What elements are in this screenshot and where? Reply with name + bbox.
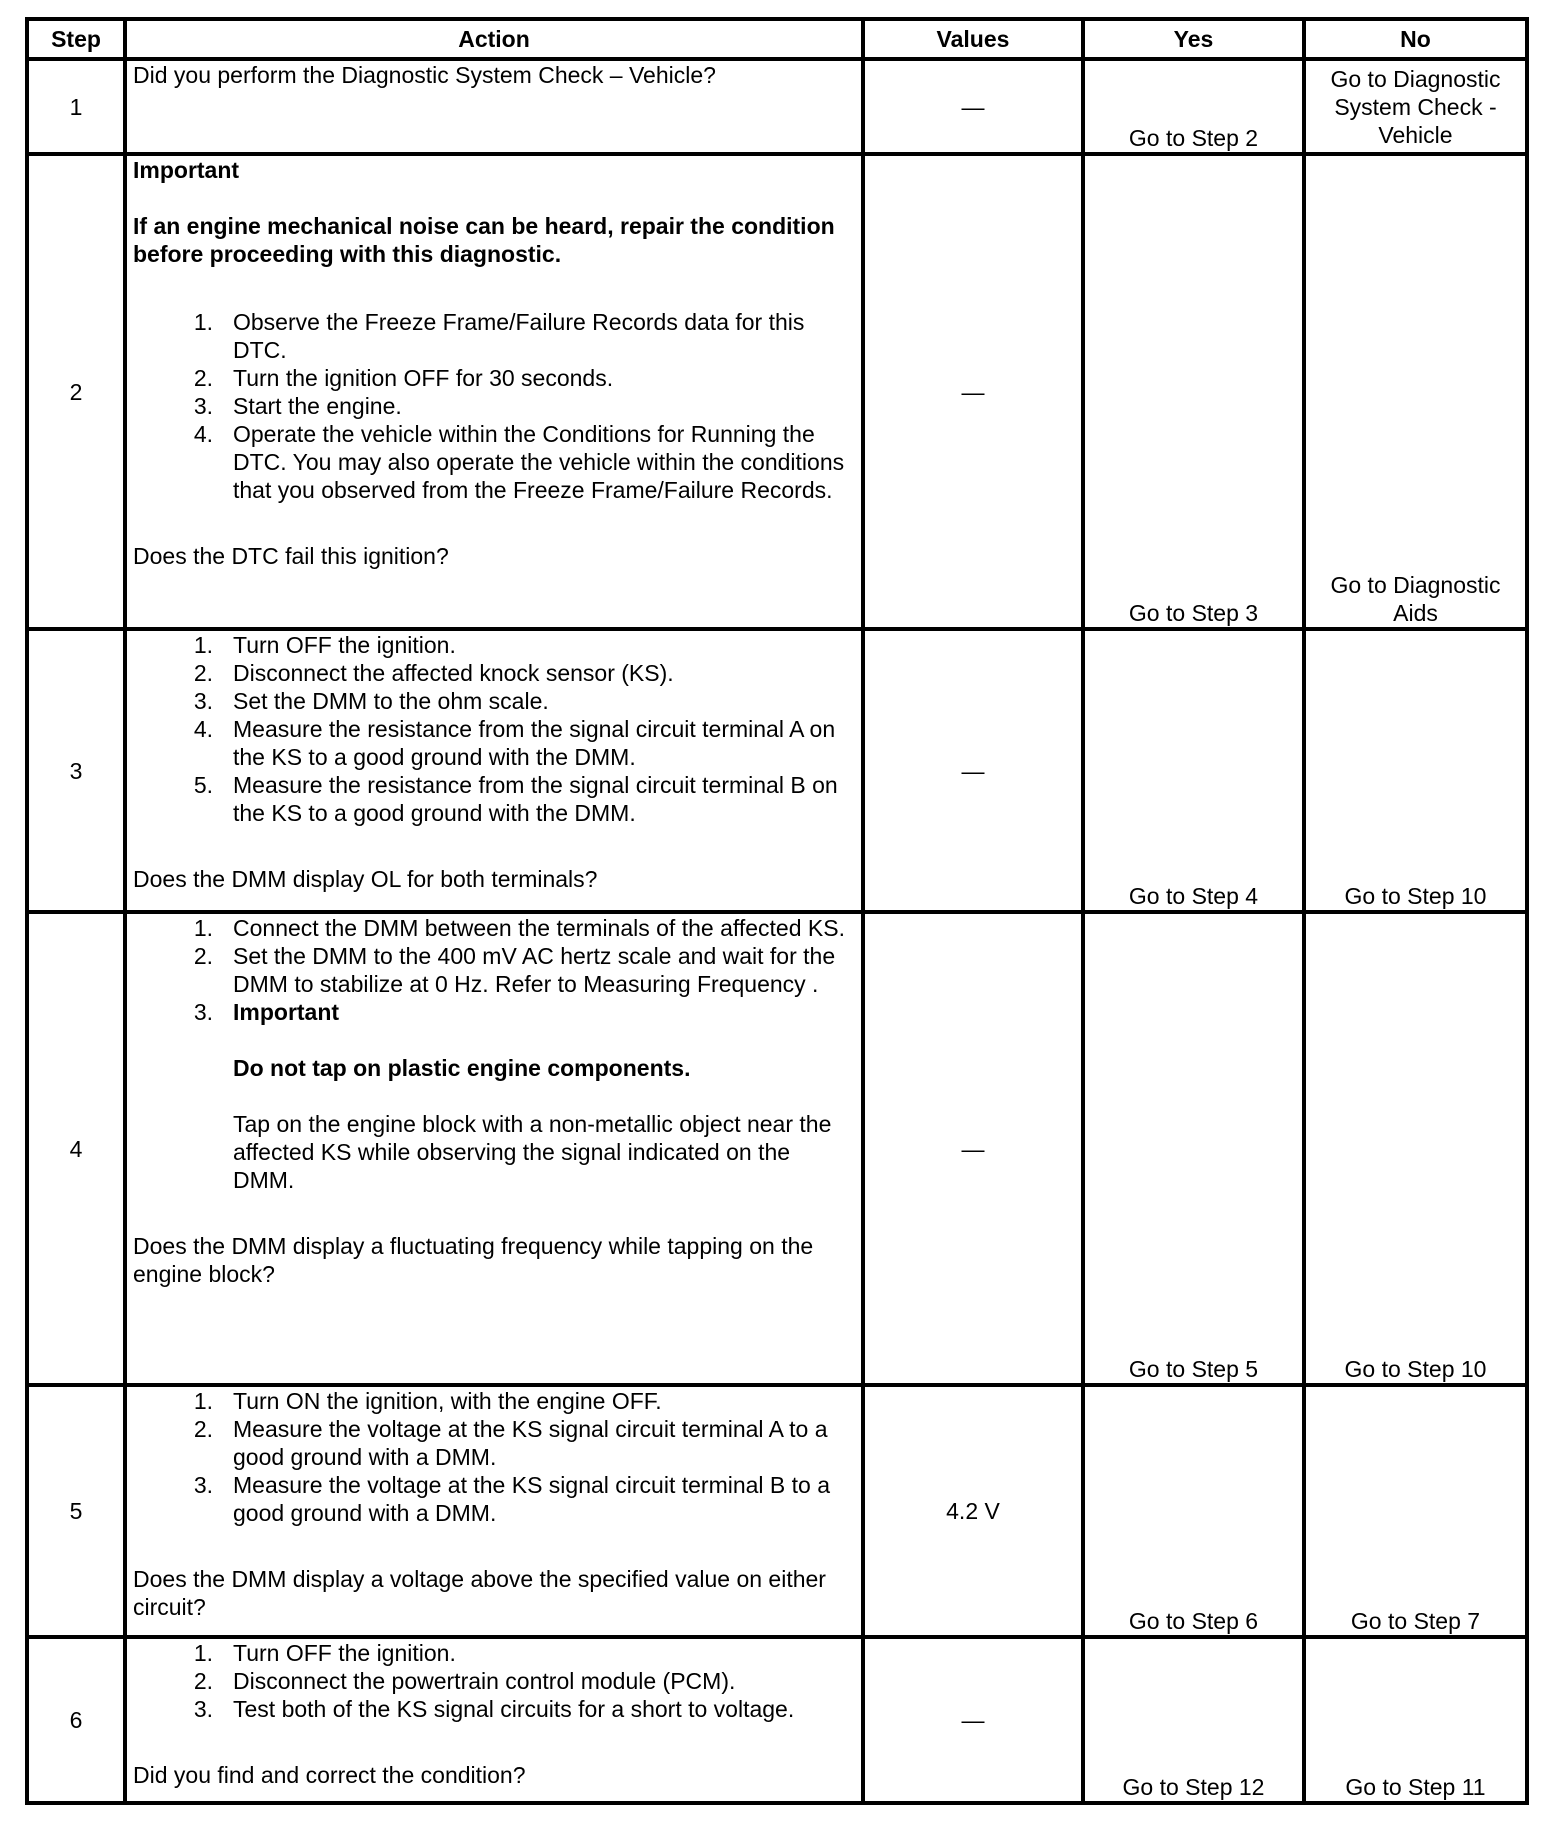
action-question: Does the DTC fail this ignition?	[133, 543, 449, 570]
yes-link[interactable]: Go to Step 6	[1083, 1385, 1304, 1637]
header-values: Values	[863, 19, 1083, 59]
no-link[interactable]: Go to Step 10	[1304, 629, 1527, 912]
yes-link[interactable]: Go to Step 4	[1083, 629, 1304, 912]
list-item: 2. Turn the ignition OFF for 30 seconds.	[193, 365, 614, 392]
list-item: 2. Measure the voltage at the KS signal circuit terminal A to a good ground with a DMM.	[193, 1415, 828, 1470]
action-question: Does the DMM display a voltage above the specified value on either circuit?	[133, 1565, 826, 1620]
list-item: 2. Disconnect the powertrain control module (PCM).	[193, 1667, 736, 1694]
important-text: If an engine mechanical noise can be heard, repair the condition before proceeding with this diagnostic.	[133, 213, 835, 268]
important-text: Do not tap on plastic engine components.	[233, 1055, 691, 1082]
value-cell: —	[863, 912, 1083, 1384]
action-cell	[125, 59, 863, 154]
value-cell: —	[863, 154, 1083, 629]
table-row	[27, 59, 1527, 154]
list-item: 4. Operate the vehicle within the Conditions for Running the DTC. You may also operate the vehicle within the conditions that you observed from the Freeze Frame/Failure Records.	[193, 421, 845, 504]
procedure-list	[133, 1639, 855, 1723]
important-label: Important	[233, 999, 340, 1026]
list-item: 3. Test both of the KS signal circuits for a short to voltage.	[193, 1695, 795, 1722]
no-link[interactable]: Go to Step 11	[1304, 1637, 1527, 1803]
yes-link[interactable]: Go to Step 3	[1083, 154, 1304, 629]
step-number: 2	[27, 154, 125, 629]
step-number: 1	[27, 59, 125, 154]
header-no: No	[1304, 19, 1527, 59]
diagnostic-table	[25, 17, 1529, 1805]
action-cell	[125, 154, 863, 629]
procedure-list	[133, 631, 855, 827]
step-number: 5	[27, 1385, 125, 1637]
header-row	[27, 19, 1527, 59]
list-item: 5. Measure the resistance from the signal circuit terminal B on the KS to a good ground with the DMM.	[193, 772, 838, 827]
list-item: 1. Observe the Freeze Frame/Failure Records data for this DTC.	[193, 309, 805, 364]
action-question: Does the DMM display OL for both terminals?	[133, 866, 598, 893]
procedure-list	[133, 1387, 855, 1527]
value-cell: —	[863, 629, 1083, 912]
no-link[interactable]: Go to Step 10	[1304, 912, 1527, 1384]
procedure-list	[133, 308, 855, 504]
table-row	[27, 629, 1527, 912]
table-row	[27, 1637, 1527, 1803]
action-cell	[125, 1637, 863, 1803]
step-number: 4	[27, 912, 125, 1384]
list-item: 1. Turn OFF the ignition.	[193, 632, 456, 659]
header-yes: Yes	[1083, 19, 1304, 59]
list-item: 3. Start the engine.	[193, 393, 402, 420]
yes-link[interactable]: Go to Step 5	[1083, 912, 1304, 1384]
table-row	[27, 912, 1527, 1384]
important-label: Important	[133, 157, 240, 184]
list-item: 1. Turn OFF the ignition.	[193, 1639, 456, 1666]
yes-link[interactable]: Go to Step 2	[1083, 59, 1304, 154]
action-cell	[125, 1385, 863, 1637]
header-step: Step	[27, 19, 125, 59]
table-row	[27, 1385, 1527, 1637]
list-item: 1. Turn ON the ignition, with the engine OFF.	[193, 1387, 662, 1414]
action-cell	[125, 912, 863, 1384]
action-question: Does the DMM display a fluctuating frequency while tapping on the engine block?	[133, 1233, 814, 1288]
no-link[interactable]: Go to Step 7	[1304, 1385, 1527, 1637]
list-item: 3. Set the DMM to the ohm scale.	[193, 688, 549, 715]
action-question: Did you perform the Diagnostic System Check – Vehicle?	[133, 62, 716, 88]
step-number: 6	[27, 1637, 125, 1803]
header-action: Action	[125, 19, 863, 59]
list-item: 3. Measure the voltage at the KS signal circuit terminal B to a good ground with a DMM.	[193, 1471, 831, 1526]
list-item: 2. Set the DMM to the 400 mV AC hertz scale and wait for the DMM to stabilize at 0 Hz. Refer to Measuring Frequency .	[193, 943, 836, 998]
no-link[interactable]: Go to Diagnostic System Check - Vehicle	[1304, 59, 1527, 154]
value-cell: 4.2 V	[863, 1385, 1083, 1637]
list-item: 3. Important Do not tap on plastic engine components. Tap on the engine block with a non-metallic object near the affected KS while observing the signal indicated on the DMM.	[133, 998, 855, 1194]
list-item: 4. Measure the resistance from the signal circuit terminal A on the KS to a good ground with the DMM.	[193, 716, 836, 771]
value-cell: —	[863, 1637, 1083, 1803]
list-item-text: Tap on the engine block with a non-metallic object near the affected KS while observing the signal indicated on the DMM.	[233, 1111, 832, 1194]
list-item: 2. Disconnect the affected knock sensor (KS).	[193, 660, 674, 687]
list-item: 1. Connect the DMM between the terminals of the affected KS.	[193, 915, 845, 942]
no-link[interactable]: Go to Diagnostic Aids	[1304, 154, 1527, 629]
step-number: 3	[27, 629, 125, 912]
table-row	[27, 154, 1527, 629]
action-cell	[125, 629, 863, 912]
yes-link[interactable]: Go to Step 12	[1083, 1637, 1304, 1803]
value-cell: —	[863, 59, 1083, 154]
action-question: Did you find and correct the condition?	[133, 1761, 526, 1788]
procedure-list	[133, 914, 855, 1194]
